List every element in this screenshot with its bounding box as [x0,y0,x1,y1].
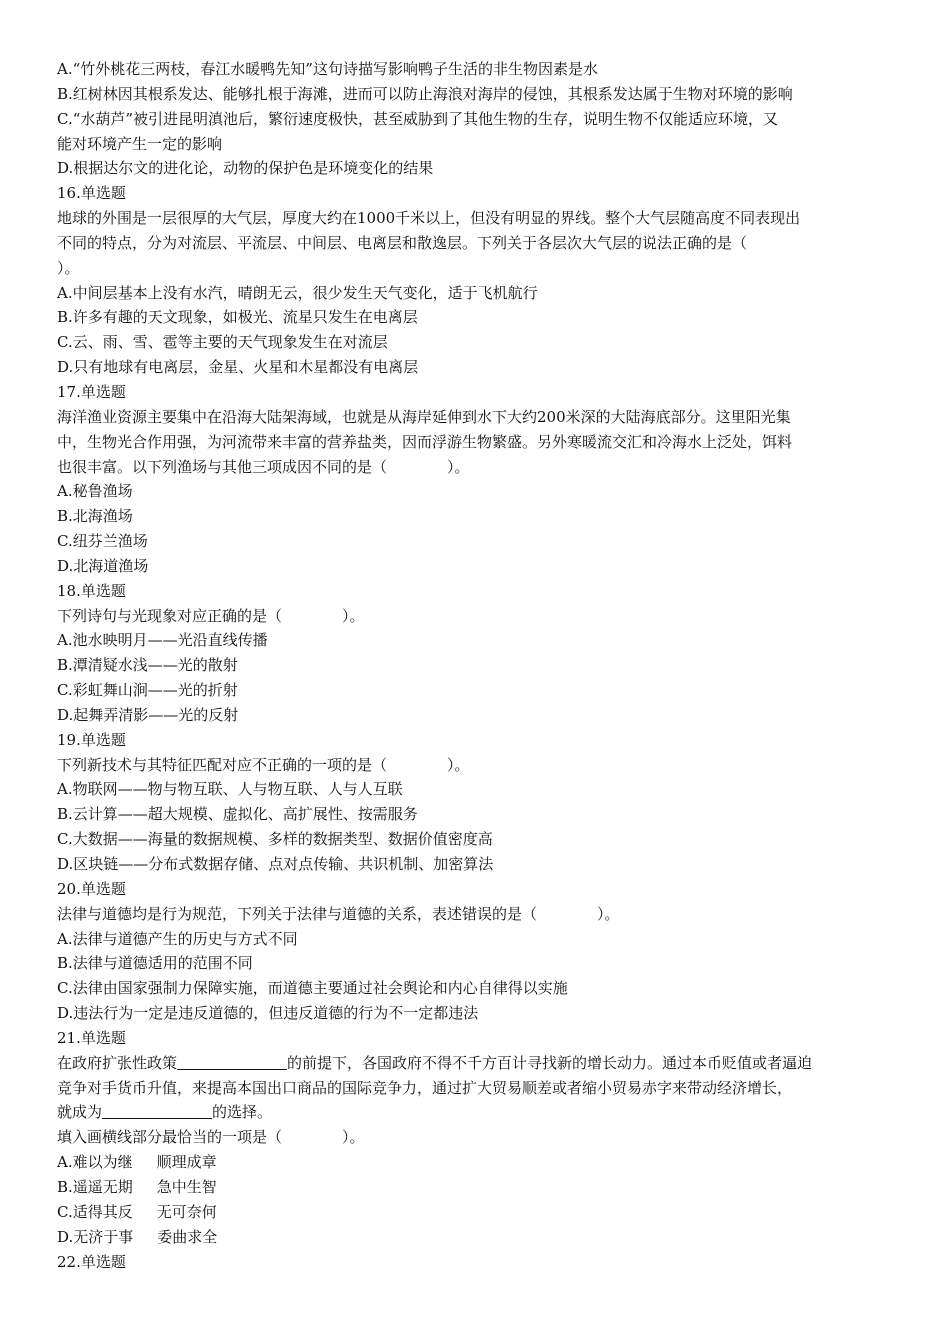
q21-stem-line3-start: 就成为 [57,1103,103,1122]
q19-option-a: A.物联网——物与物互联、人与物互联、人与人互联 [57,780,403,799]
q22-header: 22.单选题 [57,1252,126,1271]
q20-option-b: B.法律与道德适用的范围不同 [57,954,253,973]
q20-stem: 法律与道德均是行为规范，下列关于法律与道德的关系，表述错误的是（ ）。 [57,904,620,923]
q16-option-a: A.中间层基本上没有水汽，晴朗无云，很少发生天气变化，适于飞机航行 [57,283,538,302]
q17-option-d: D.北海道渔场 [57,556,149,575]
q19-option-c: C.大数据——海量的数据规模、多样的数据类型、数据价值密度高 [57,830,493,849]
q20-option-a: A.法律与道德产生的历史与方式不同 [57,929,298,948]
q21-option-c [57,1200,894,1225]
q21-option-d [57,1225,894,1250]
q17-option-c: C.纽芬兰渔场 [57,532,148,551]
q21-option-a-word1: A.难以为继 [57,1153,133,1172]
q15-option-a: A.“竹外桃花三两枝，春江水暖鸭先知”这句诗描写影响鸭子生活的非生物因素是水 [57,60,598,78]
q21-option-b [57,1175,894,1200]
q15-option-d: D.根据达尔文的进化论，动物的保护色是环境变化的结果 [57,159,434,178]
fill-blank-2 [102,1102,212,1119]
q15-option-c-line2: 能对环境产生一定的影响 [57,134,223,153]
q19-stem: 下列新技术与其特征匹配对应不正确的一项的是（ ）。 [57,755,470,774]
q17-option-b: B.北海渔场 [57,507,133,526]
q21-prompt: 填入画横线部分最恰当的一项是（ ）。 [57,1128,365,1147]
q15-option-b: B.红树林因其根系发达、能够扎根于海滩，进而可以防止海浪对海岸的侵蚀，其根系发达属于生物对环境的影响 [57,84,793,103]
q21-option-c-word2: 无可奈何 [156,1202,217,1221]
q20-option-c: C.法律由国家强制力保障实施，而道德主要通过社会舆论和内心自律得以实施 [57,979,568,998]
q17-option-a: A.秘鲁渔场 [57,482,133,501]
q21-stem-line1-start: 在政府扩张性政策 [57,1053,178,1072]
q19-option-d: D.区块链——分布式数据存储、点对点传输、共识机制、加密算法 [57,855,494,873]
q17-stem-line1: 海洋渔业资源主要集中在沿海大陆架海域，也就是从海岸延伸到水下大约200米深的大陆海底部分。这里阳光集 [57,407,791,426]
q17-stem-line2: 中，生物光合作用强，为河流带来丰富的营养盐类，因而浮游生物繁盛。另外寒暖流交汇和冷海水上泛处，饵料 [57,432,793,451]
q21-option-b-word1: B.遥遥无期 [57,1177,133,1196]
q18-stem: 下列诗句与光现象对应正确的是（ ）。 [57,606,365,625]
q16-stem-line2: 不同的特点，分为对流层、平流层、中间层、电离层和散逸层。下列关于各层次大气层的说法正确的是（ [57,233,748,252]
q18-header: 18.单选题 [57,581,126,600]
q21-stem-line1 [57,1051,894,1076]
q16-stem-line3: ）。 [57,258,80,277]
q18-option-a: A.池水映明月——光沿直线传播 [57,631,268,650]
q21-option-c-word1: C.适得其反 [57,1202,133,1221]
q16-option-b: B.许多有趣的天文现象，如极光、流星只发生在电离层 [57,308,418,327]
q20-option-d: D.违法行为一定是违反道德的，但违反道德的行为不一定都违法 [57,1004,479,1023]
q21-stem-line1-end: 的前提下，各国政府不得不千方百计寻找新的增长动力。通过本币贬值或者逼迫 [287,1053,813,1072]
q21-option-a [57,1150,894,1175]
q21-stem-line2: 竞争对手货币升值，来提高本国出口商品的国际竞争力，通过扩大贸易顺差或者缩小贸易赤字来带动经济增长， [57,1078,793,1097]
q17-header: 17.单选题 [57,382,126,401]
q21-option-d-word2: 委曲求全 [157,1227,218,1246]
q19-header: 19.单选题 [57,730,126,749]
q16-stem-line1: 地球的外围是一层很厚的大气层，厚度大约在1000千米以上，但没有明显的界线。整个大气层随高度不同表现出 [57,209,801,228]
q18-option-b: B.潭清疑水浅——光的散射 [57,656,238,675]
q17-stem-line3: 也很丰富。以下列渔场与其他三项成因不同的是（ ）。 [57,457,470,476]
q15-option-c-line1: C.“水葫芦”被引进昆明滇池后，繁衍速度极快，甚至威胁到了其他生物的生存，说明生物不仅能适应环境，又 [57,109,779,128]
q16-option-c: C.云、雨、雪、雹等主要的天气现象发生在对流层 [57,333,388,352]
q21-stem-line3-end: 的选择。 [212,1103,273,1122]
q21-option-a-word2: 顺理成章 [156,1153,217,1172]
fill-blank-1 [177,1053,287,1070]
q21-option-d-word1: D.无济于事 [57,1227,134,1246]
q21-option-b-word2: 急中生智 [156,1177,217,1196]
q19-option-b: B.云计算——超大规模、虚拟化、高扩展性、按需服务 [57,805,418,824]
q21-stem-line3 [57,1100,894,1125]
q16-option-d: D.只有地球有电离层，金星、火星和木星都没有电离层 [57,358,419,377]
q21-header: 21.单选题 [57,1028,126,1047]
q18-option-d: D.起舞弄清影——光的反射 [57,705,239,724]
q18-option-c: C.彩虹舞山涧——光的折射 [57,681,238,700]
q20-header: 20.单选题 [57,879,126,898]
q16-header: 16.单选题 [57,184,126,203]
